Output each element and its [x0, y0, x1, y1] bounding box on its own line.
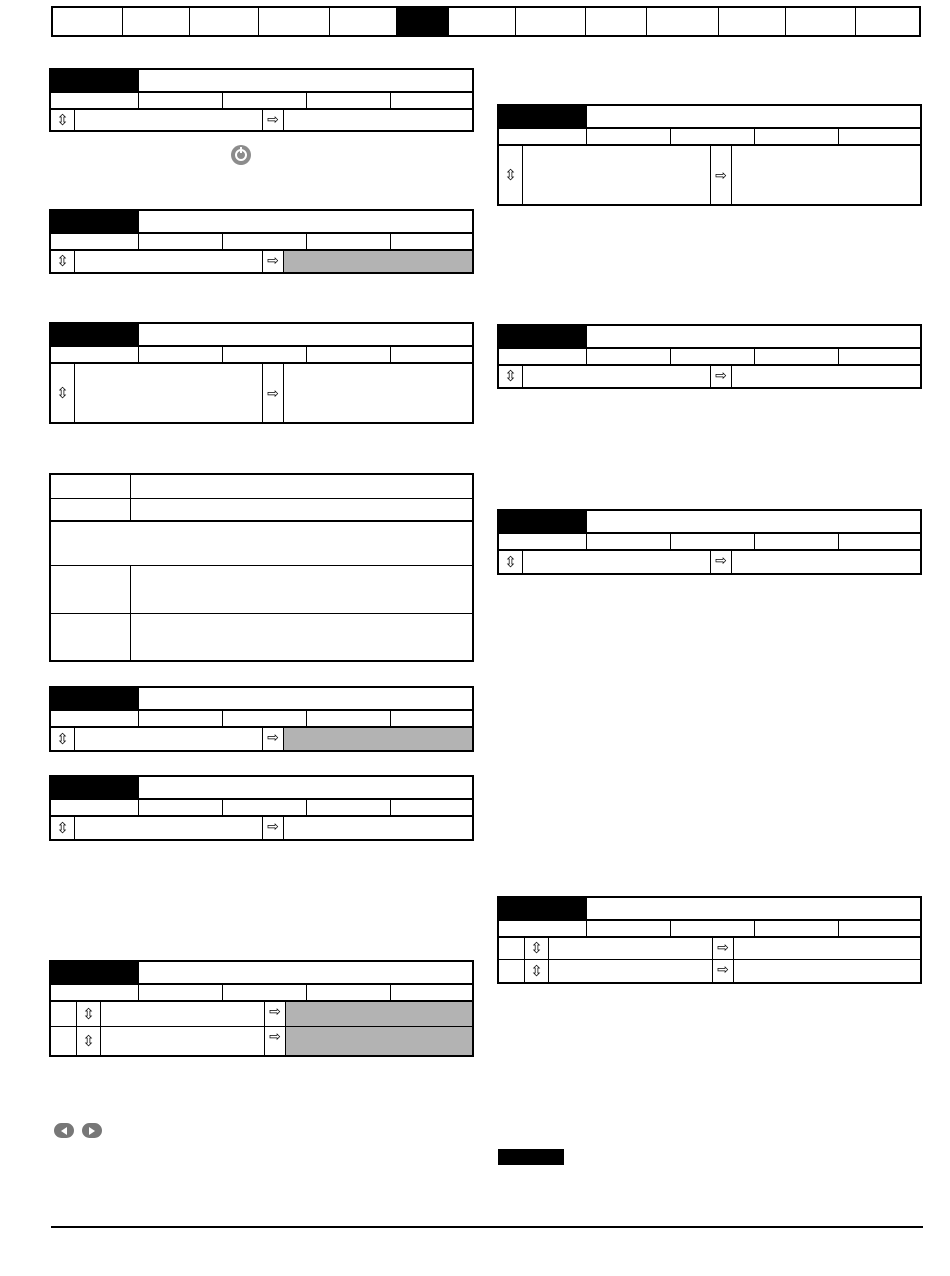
left-arrow-key-icon	[54, 1123, 74, 1138]
parameter-title-cell	[587, 326, 920, 347]
parameter-box-1	[49, 68, 474, 132]
range-default-row	[499, 146, 920, 204]
parameter-title-cell	[139, 962, 472, 983]
range-default-row	[51, 1002, 472, 1027]
parameter-number-cell	[51, 962, 139, 983]
default-icon: ⇨	[265, 1027, 286, 1055]
parameter-number-cell	[51, 688, 139, 709]
chapter-tab-strip	[51, 6, 921, 37]
chapter-tab-10[interactable]	[647, 8, 719, 35]
parameter-header	[51, 688, 472, 711]
parameter-coding-row	[499, 921, 920, 938]
parameter-header	[51, 324, 472, 347]
default-value	[732, 146, 920, 204]
default-icon: ⇨	[263, 728, 284, 750]
default-icon: ⇨	[263, 817, 284, 839]
parameter-title-cell	[587, 106, 920, 127]
parameter-number-cell	[499, 326, 587, 347]
range-value	[101, 1002, 265, 1026]
table-row	[51, 475, 472, 499]
parameter-coding-row	[499, 129, 920, 146]
range-value	[101, 1027, 265, 1055]
right-arrow-key-icon	[82, 1123, 102, 1138]
chapter-tab-11[interactable]	[719, 8, 786, 35]
default-icon: ⇨	[711, 551, 732, 573]
chapter-tab-9[interactable]	[586, 8, 647, 35]
parameter-box-5	[49, 775, 474, 841]
parameter-coding-row	[499, 534, 920, 551]
parameter-box-10	[497, 896, 922, 984]
range-icon: ⇳	[525, 960, 549, 982]
parameter-header	[499, 511, 920, 534]
note-label	[498, 1149, 564, 1165]
parameter-coding-row	[51, 234, 472, 251]
chapter-tab-8[interactable]	[516, 8, 586, 35]
parameter-number-cell	[51, 70, 139, 91]
parameter-coding-row	[51, 347, 472, 364]
parameter-header	[51, 962, 472, 985]
range-icon: ⇳	[51, 817, 75, 839]
range-icon: ⇳	[51, 364, 75, 422]
parameter-number-cell	[51, 777, 139, 798]
parameter-box-2	[49, 209, 474, 274]
table-span-cell	[51, 522, 472, 565]
parameter-header	[499, 898, 920, 921]
parameter-box-4	[49, 686, 474, 752]
range-icon: ⇳	[51, 251, 75, 272]
range-value	[75, 110, 263, 130]
range-icon: ⇳	[51, 110, 75, 130]
parameter-box-6	[49, 960, 474, 1057]
range-default-row	[499, 960, 920, 982]
row-index-cell	[51, 1027, 77, 1055]
default-value	[734, 938, 920, 959]
parameter-title-cell	[587, 898, 920, 919]
range-default-row	[51, 364, 472, 422]
parameter-coding-row	[51, 985, 472, 1002]
range-value	[75, 251, 263, 272]
table-row	[51, 614, 472, 660]
range-value	[549, 960, 713, 982]
range-icon: ⇳	[499, 366, 523, 387]
table-key-cell	[51, 566, 131, 613]
default-value	[284, 817, 472, 839]
default-icon: ⇨	[265, 1002, 286, 1026]
range-value	[75, 364, 263, 422]
range-default-row	[51, 728, 472, 750]
parameter-box-7	[497, 104, 922, 206]
range-icon: ⇳	[51, 728, 75, 750]
range-value	[523, 551, 711, 573]
range-value	[75, 728, 263, 750]
table-row	[51, 566, 472, 614]
range-value	[75, 817, 263, 839]
range-default-row	[51, 1027, 472, 1055]
parameter-box-9	[497, 509, 922, 575]
parameter-title-cell	[139, 688, 472, 709]
range-default-row	[51, 817, 472, 839]
row-index-cell	[499, 960, 525, 982]
table-value-cell	[131, 475, 472, 498]
parameter-box-3	[49, 322, 474, 424]
range-default-row	[499, 551, 920, 573]
default-icon: ⇨	[711, 366, 732, 387]
table-value-cell	[131, 566, 472, 613]
default-value-shaded	[286, 1027, 472, 1055]
default-icon: ⇨	[263, 110, 284, 130]
default-value-shaded	[284, 728, 472, 750]
default-value	[284, 110, 472, 130]
parameter-header	[499, 106, 920, 129]
range-default-row	[51, 251, 472, 272]
parameter-header	[51, 70, 472, 93]
default-icon: ⇨	[711, 146, 732, 204]
parameter-number-cell	[499, 106, 587, 127]
parameter-title-cell	[139, 777, 472, 798]
chapter-tab-2[interactable]	[123, 8, 190, 35]
row-index-cell	[51, 1002, 77, 1026]
parameter-header	[51, 777, 472, 800]
chapter-tab-1[interactable]	[53, 8, 123, 35]
default-value	[732, 366, 920, 387]
range-value	[523, 146, 711, 204]
parameter-number-cell	[51, 211, 139, 232]
parameter-box-8	[497, 324, 922, 389]
table-key-cell	[51, 475, 131, 498]
range-icon: ⇳	[499, 146, 523, 204]
table-value-cell	[131, 614, 472, 660]
chapter-tab-6-active[interactable]	[397, 8, 449, 35]
range-default-row	[499, 938, 920, 960]
range-default-row	[51, 110, 472, 130]
value-description-table	[49, 473, 474, 662]
parameter-header	[499, 326, 920, 349]
range-value	[549, 938, 713, 959]
table-row	[51, 499, 472, 522]
chapter-tab-5[interactable]	[330, 8, 397, 35]
parameter-number-cell	[499, 898, 587, 919]
default-value	[732, 551, 920, 573]
parameter-title-cell	[139, 70, 472, 91]
default-icon: ⇨	[263, 364, 284, 422]
range-default-row	[499, 366, 920, 387]
default-value-shaded	[286, 1002, 472, 1026]
default-value-shaded	[284, 251, 472, 272]
default-icon: ⇨	[263, 251, 284, 272]
footer-divider	[51, 1226, 923, 1228]
range-icon: ⇳	[525, 938, 549, 959]
parameter-title-cell	[139, 324, 472, 345]
parameter-header	[51, 211, 472, 234]
chapter-tab-13[interactable]	[856, 8, 919, 35]
default-value	[284, 364, 472, 422]
table-span-row	[51, 522, 472, 566]
range-icon: ⇳	[499, 551, 523, 573]
parameter-title-cell	[587, 511, 920, 532]
range-value	[523, 366, 711, 387]
power-key-icon	[231, 145, 251, 165]
row-index-cell	[499, 938, 525, 959]
table-value-cell	[131, 499, 472, 520]
range-icon: ⇳	[77, 1027, 101, 1055]
parameter-coding-row	[51, 800, 472, 817]
range-icon: ⇳	[77, 1002, 101, 1026]
table-key-cell	[51, 499, 131, 520]
parameter-coding-row	[499, 349, 920, 366]
parameter-title-cell	[139, 211, 472, 232]
parameter-coding-row	[51, 93, 472, 110]
default-icon: ⇨	[713, 960, 734, 982]
parameter-coding-row	[51, 711, 472, 728]
parameter-number-cell	[51, 324, 139, 345]
default-value	[734, 960, 920, 982]
table-key-cell	[51, 614, 131, 660]
chapter-tab-4[interactable]	[259, 8, 330, 35]
chapter-tab-3[interactable]	[190, 8, 259, 35]
chapter-tab-12[interactable]	[786, 8, 856, 35]
default-icon: ⇨	[713, 938, 734, 959]
parameter-number-cell	[499, 511, 587, 532]
chapter-tab-7[interactable]	[449, 8, 516, 35]
